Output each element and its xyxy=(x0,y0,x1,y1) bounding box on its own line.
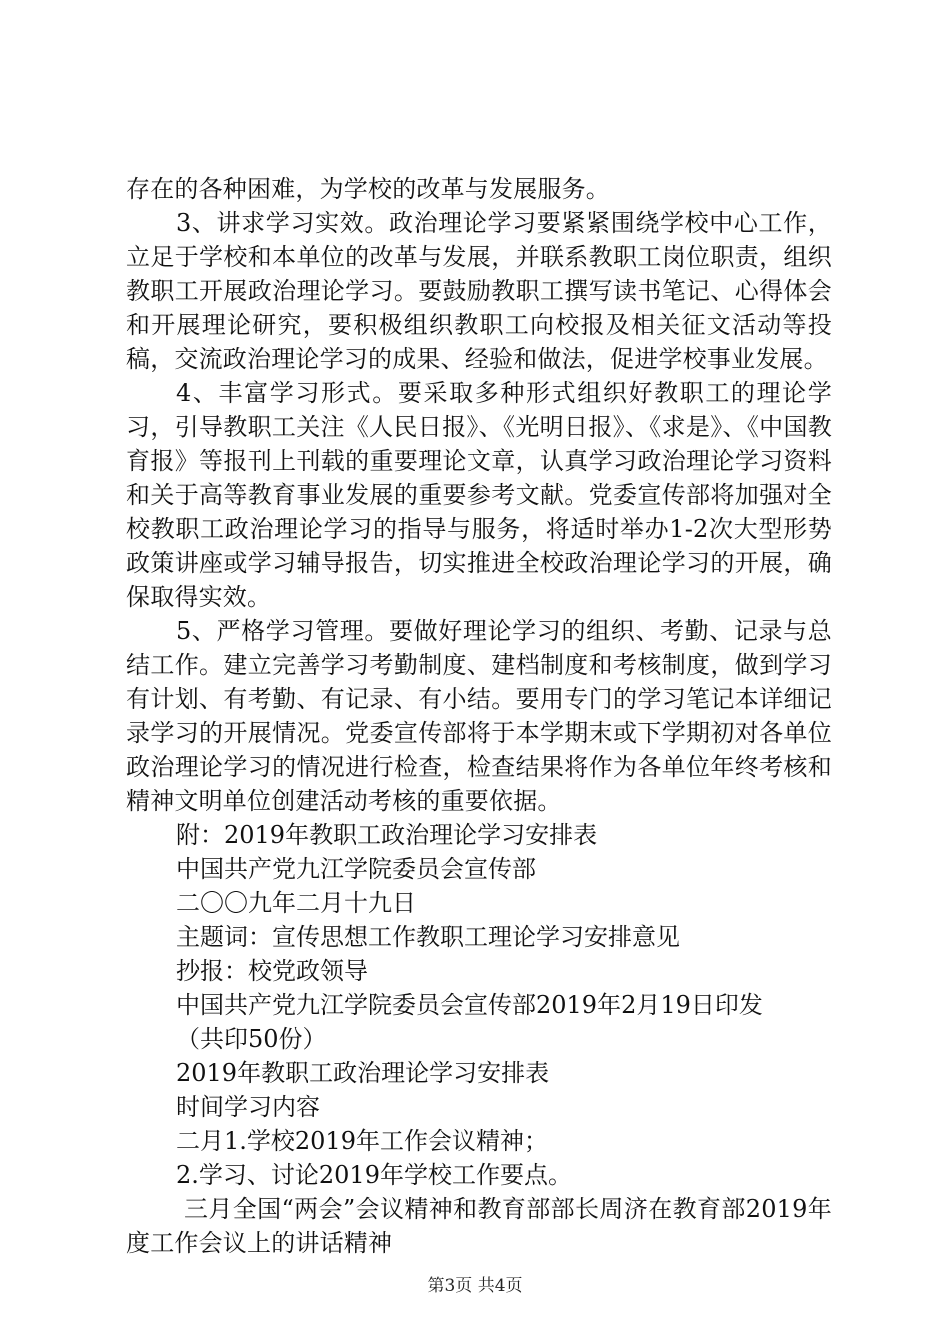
page-footer: 第3页 共4页 xyxy=(427,1276,523,1296)
copies-line: （共印50份） xyxy=(176,1025,327,1053)
schedule-title: 2019年教职工政治理论学习安排表 xyxy=(176,1059,550,1087)
issuer-line: 中国共产党九江学院委员会宣传部 xyxy=(176,855,536,883)
schedule-row-march: 三月全国“两会”会议精神和教育部部长周济在教育部2019年度工作会议上的讲话精神 xyxy=(126,1195,832,1257)
paragraph-item-4: 4、丰富学习形式。要采取多种形式组织好教职工的理论学习，引导教职工关注《人民日报》、《光明日报》、《求是》、《中国教育报》等报刊上刊载的重要理论文章，认真学习政治理论学习资料和关于高等教育事业发展的重要参考文献。党委宣传部将加强对全校教职工政治理论学习的指导与服务，将适时举办1-2次大型形势政策讲座或学习辅导报告，切实推进全校政治理论学习的开展，确保取得实效。 xyxy=(126,379,832,611)
printed-by-line: 中国共产党九江学院委员会宣传部2019年2月19日印发 xyxy=(176,991,763,1019)
schedule-header: 时间学习内容 xyxy=(176,1093,320,1121)
paragraph-item-5: 5、严格学习管理。要做好理论学习的组织、考勤、记录与总结工作。建立完善学习考勤制度、建档制度和考核制度，做到学习有计划、有考勤、有记录、有小结。要用专门的学习笔记本详细记录学习的开展情况。党委宣传部将于本学期末或下学期初对各单位政治理论学习的情况进行检查，检查结果将作为各单位年终考核和精神文明单位创建活动考核的重要依据。 xyxy=(126,617,832,815)
date-line: 二〇〇九年二月十九日 xyxy=(176,889,416,917)
paragraph-continuation: 存在的各种困难，为学校的改革与发展服务。 xyxy=(126,175,610,203)
paragraph-item-3: 3、讲求学习实效。政治理论学习要紧紧围绕学校中心工作，立足于学校和本单位的改革与发展，并联系教职工岗位职责，组织教职工开展政治理论学习。要鼓励教职工撰写读书笔记、心得体会和开展理论研究，要积极组织教职工向校报及相关征文活动等投稿，交流政治理论学习的成果、经验和做法，促进学校事业发展。 xyxy=(126,209,832,373)
keywords-line: 主题词：宣传思想工作教职工理论学习安排意见 xyxy=(176,923,680,951)
schedule-row-february: 二月1.学校2019年工作会议精神； xyxy=(176,1127,548,1155)
cc-line: 抄报：校党政领导 xyxy=(176,957,368,985)
attachment-line: 附：2019年教职工政治理论学习安排表 xyxy=(176,821,598,849)
schedule-row-february-2: 2.学习、讨论2019年学校工作要点。 xyxy=(176,1161,572,1189)
document-body xyxy=(126,172,832,1260)
